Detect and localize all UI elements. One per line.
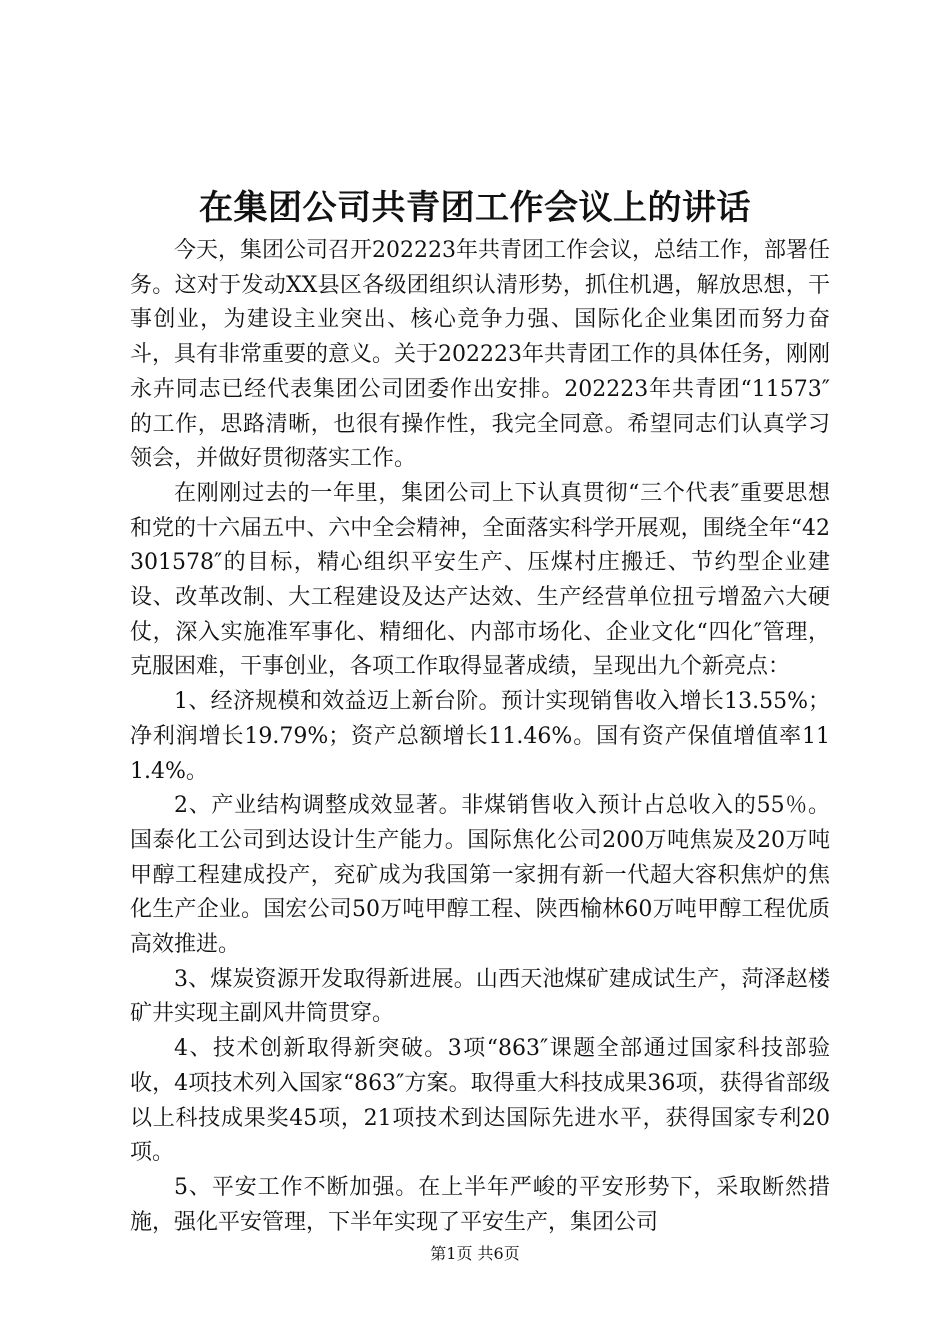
paragraph: 5、平安工作不断加强。在上半年严峻的平安形势下，采取断然措施，强化平安管理，下半年实现了平安生产，集团公司 <box>130 1174 830 1235</box>
paragraph: 3、煤炭资源开发取得新进展。山西天池煤矿建成试生产，菏泽赵楼矿井实现主副风井筒贯穿。 <box>130 966 830 1027</box>
page-number-footer: 第1页 共6页 <box>430 1244 520 1263</box>
document-body <box>130 234 830 1240</box>
paragraph: 4、技术创新取得新突破。3项“863″课题全部通过国家科技部验收，4项技术列入国家“863″方案。取得重大科技成果36项，获得省部级以上科技成果奖45项，21项技术到达国际先进水平，获得国家专利20项。 <box>130 1036 830 1166</box>
paragraph: 2、产业结构调整成效显著。非煤销售收入预计占总收入的55％。国泰化工公司到达设计生产能力。国际焦化公司200万吨焦炭及20万吨甲醇工程建成投产，兖矿成为我国第一家拥有新一代超大容积焦炉的焦化生产企业。国宏公司50万吨甲醇工程、陕西榆林60万吨甲醇工程优质高效推进。 <box>130 793 830 958</box>
document-title: 在集团公司共青团工作会议上的讲话 <box>199 188 751 228</box>
paragraph: 今天，集团公司召开202223年共青团工作会议，总结工作，部署任务。这对于发动XX县区各级团组织认清形势，抓住机遇，解放思想，干事创业，为建设主业突出、核心竞争力强、国际化企业集团而努力奋斗，具有非常重要的意义。关于202223年共青团工作的具体任务，刚刚永卉同志已经代表集团公司团委作出安排。202223年共青团“11573″的工作，思路清晰，也很有操作性，我完全同意。希望同志们认真学习领会，并做好贯彻落实工作。 <box>130 238 830 472</box>
paragraph: 在刚刚过去的一年里，集团公司上下认真贯彻“三个代表″重要思想和党的十六届五中、六中全会精神，全面落实科学开展观，围绕全年“42301578″的目标，精心组织平安生产、压煤村庄搬迁、节约型企业建设、改革改制、大工程建设及达产达效、生产经营单位扭亏增盈六大硬仗，深入实施准军事化、精细化、内部市场化、企业文化“四化″管理，克服困难，干事创业，各项工作取得显著成绩，呈现出九个新亮点： <box>130 480 830 680</box>
paragraph: 1、经济规模和效益迈上新台阶。预计实现销售收入增长13.55%；净利润增长19.79%；资产总额增长11.46%。国有资产保值增值率111.4%。 <box>130 689 830 784</box>
